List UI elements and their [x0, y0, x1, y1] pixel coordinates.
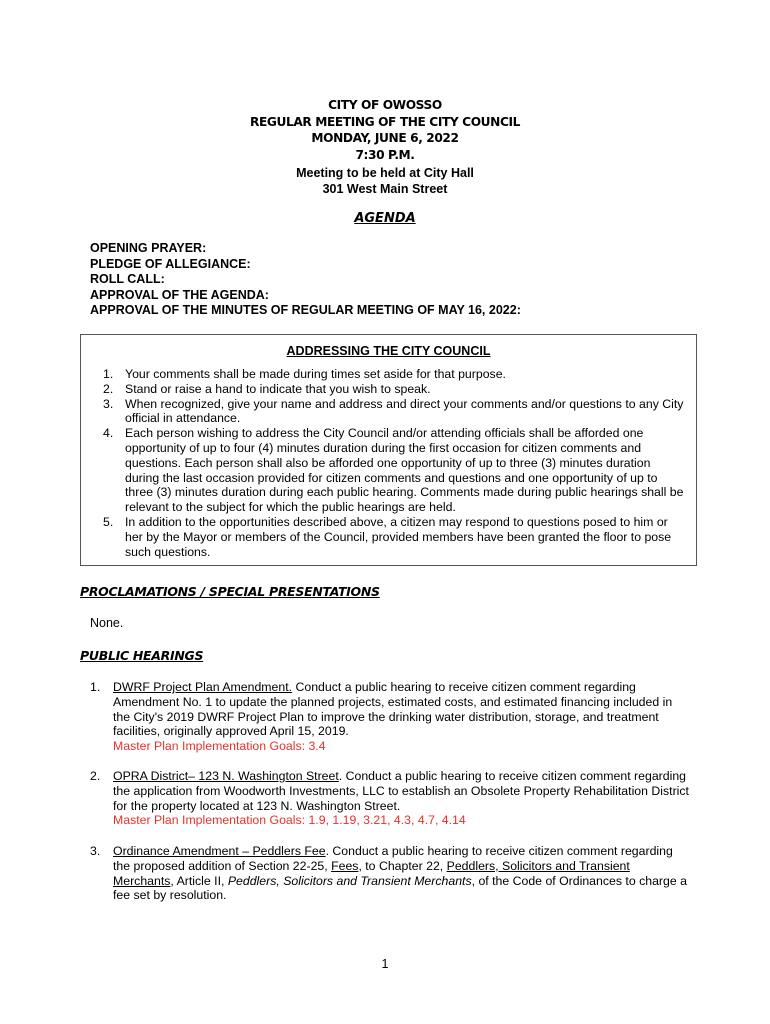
agenda-title: AGENDA: [354, 211, 416, 226]
article-title: Peddlers, Solicitors and Transient Merchants: [227, 873, 472, 888]
rule-text: Each person wishing to address the City Council and/or attending officials shall be afforded one opportunity of up to four (4) minutes duration during the first occasion for citizen comments and questions. Each person shall also be afforded one opportunity of up to three (3) minutes duration during the last occasion provided for citizen comments and questions and one opportunity of up to three (3) minutes duration during each public hearing. Comments made during public hearings shall be relevant to the subject for which the public hearings are held.: [125, 426, 684, 515]
opening-item: ROLL CALL:: [90, 272, 165, 286]
meeting-date: MONDAY, JUNE 6, 2022: [311, 131, 459, 145]
hearing-title: Ordinance Amendment – Peddlers Fee: [113, 844, 326, 858]
hearing-text: Conduct a public hearing to receive citizen comment regarding Amendment No. 1 to update the planned projects, estimated costs, and estimated financing included in the City's 2019 DWRF Project Plan to improve the drinking water distribution, storage, and treatment facilities, originally approved April 15, 2019.: [113, 680, 673, 739]
fees-section: Fees: [331, 858, 359, 873]
hearing-text: , Article II,: [170, 873, 228, 888]
hearing-text: . Conduct a public hearing to receive citizen comment regarding the proposed addition of Section 22-25,: [113, 844, 673, 873]
opening-items: [90, 241, 521, 319]
location-line-1: Meeting to be held at City Hall: [296, 166, 474, 180]
hearing-item: [90, 769, 690, 828]
location-line-2: 301 West Main Street: [322, 182, 448, 196]
public-hearings-heading: PUBLIC HEARINGS: [80, 648, 204, 663]
rule-text: When recognized, give your name and address and direct your comments and/or questions to any City official in attendance.: [125, 396, 684, 426]
rule-text: In addition to the opportunities described above, a citizen may respond to questions posed to him or her by the Mayor or members of the Council, provided members have been granted the floor to pose such questions.: [125, 514, 672, 559]
meeting-time: 7:30 P.M.: [355, 147, 415, 162]
hearing-item: [90, 680, 690, 754]
page-number: 1: [381, 957, 389, 971]
hearing-number: 2.: [90, 769, 101, 783]
hearing-title: DWRF Project Plan Amendment.: [113, 680, 293, 694]
addressing-title: ADDRESSING THE CITY COUNCIL: [286, 344, 491, 358]
city-name: CITY OF OWOSSO: [328, 98, 442, 112]
addressing-rules: [81, 367, 685, 559]
rule-number: 2.: [103, 381, 114, 396]
hearing-number: 3.: [90, 844, 101, 858]
opening-item: APPROVAL OF THE MINUTES OF REGULAR MEETING OF MAY 16, 2022:: [90, 303, 521, 317]
rule-text: Your comments shall be made during times set aside for that purpose.: [125, 367, 506, 381]
rule-text: Stand or raise a hand to indicate that you wish to speak.: [125, 381, 431, 396]
rule-item: [81, 397, 685, 427]
meeting-header: [0, 97, 770, 163]
rule-item: [81, 515, 685, 559]
chapter-title: Peddlers, Solicitors and Transient Merchants: [113, 858, 630, 888]
hearing-text: . Conduct a public hearing to receive citizen comment regarding the application from Woodworth Investments, LLC to establish an Obsolete Property Rehabilitation District for the property located at 123 N. Washington Street.: [113, 769, 689, 813]
opening-item: OPENING PRAYER:: [90, 241, 207, 255]
hearing-text: , to Chapter 22,: [358, 858, 447, 873]
meeting-type: REGULAR MEETING OF THE CITY COUNCIL: [249, 114, 521, 129]
hearing-item: [90, 844, 690, 903]
rule-item: [81, 382, 685, 397]
rule-number: 4.: [103, 426, 114, 441]
rule-item: [81, 426, 685, 515]
hearing-number: 1.: [90, 680, 101, 694]
proclamations-body: None.: [90, 616, 124, 630]
rule-number: 3.: [103, 396, 114, 411]
addressing-council-box: [80, 334, 697, 566]
master-plan-goals: Master Plan Implementation Goals: 1.9, 1.19, 3.21, 4.3, 4.7, 4.14: [113, 813, 466, 828]
hearing-title: OPRA District– 123 N. Washington Street: [113, 769, 339, 783]
opening-item: PLEDGE OF ALLEGIANCE:: [90, 256, 251, 271]
proclamations-heading: PROCLAMATIONS / SPECIAL PRESENTATIONS: [80, 584, 380, 599]
hearing-text: , of the Code of Ordinances to charge a fee set by resolution.: [113, 873, 687, 903]
master-plan-goals: Master Plan Implementation Goals: 3.4: [113, 739, 326, 754]
meeting-location: [0, 165, 770, 197]
opening-item: APPROVAL OF THE AGENDA:: [90, 287, 269, 302]
rule-number: 5.: [103, 514, 114, 529]
rule-number: 1.: [103, 367, 114, 381]
rule-item: [81, 367, 685, 382]
